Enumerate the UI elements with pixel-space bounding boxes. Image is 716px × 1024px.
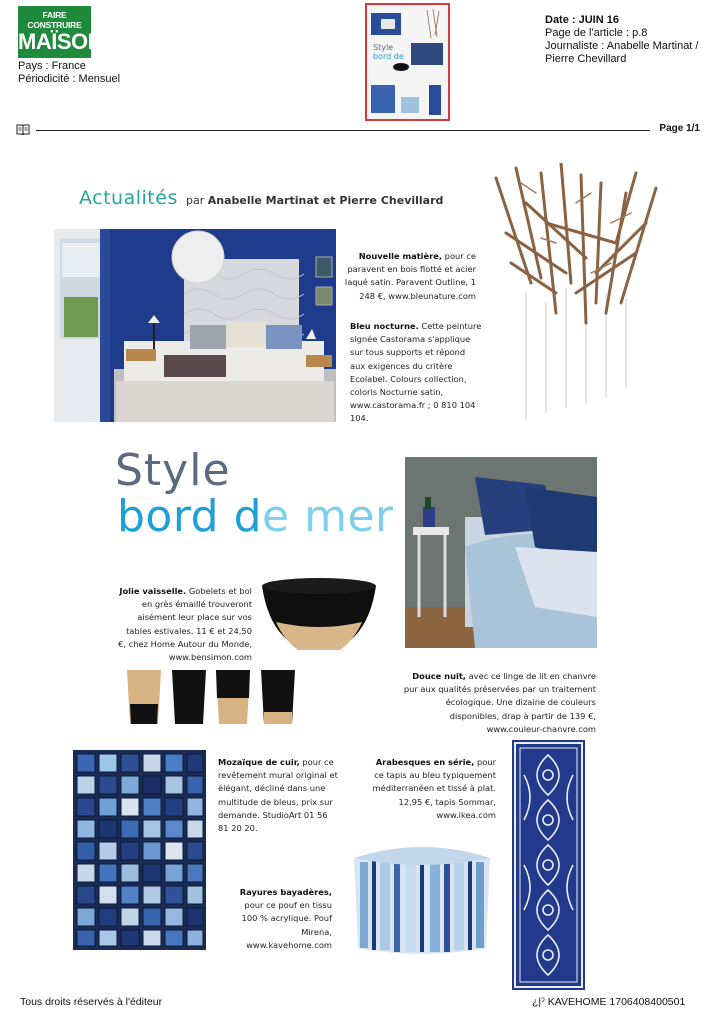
caption-rayures <box>226 886 332 952</box>
svg-text:Style: Style <box>373 43 394 52</box>
bowl-photo <box>258 576 380 656</box>
date: Date : JUIN 16 <box>545 14 619 26</box>
rule-line <box>36 130 650 131</box>
paravent-text: pour ce paravent en bois flotté et acier laqué satin. Paravent Outline, 1 248 €, www.bleunature.com <box>344 251 476 301</box>
caption-arabesques <box>366 756 496 822</box>
page-thumbnail[interactable] <box>365 3 450 121</box>
byline-names: Anabelle Martinat et Pierre Chevillard <box>207 194 444 207</box>
paravent-title: Nouvelle matière, <box>358 251 443 261</box>
footer-code <box>532 996 685 1008</box>
caption-paravent <box>342 250 476 303</box>
country: Pays : France <box>18 60 86 72</box>
rayures-text: pour ce pouf en tissu 100 % acrylique. Pouf Mirena, www.kavehome.com <box>241 900 332 950</box>
bleu-text: Cette peinture signée Castorama s'applique sur tous supports et répond aux exigences du critère Ecolabel. Colours collection, coloris Nocturne satin, www.castorama.fr ; 0 810 104 104. <box>350 321 482 424</box>
byline <box>186 194 443 207</box>
arabesque-rug-photo <box>512 740 585 990</box>
journalist: Journaliste : Anabelle Martinat / Pierre Chevillard <box>545 40 699 65</box>
vaisselle-title: Jolie vaisselle. <box>119 586 187 596</box>
article-page: Page de l'article : p.8 <box>545 27 648 39</box>
caption-mozaique <box>218 756 340 835</box>
footer-rights: Tous droits réservés à l'éditeur <box>20 996 163 1008</box>
douce-text: avec ce linge de lit en chanvre pur aux qualités préservées par un traitement écologique. Une dizaine de couleurs disponibles, drap à partir de 139 €, www.couleur-chanvre.com <box>403 671 596 734</box>
article-title-line1: Style <box>115 445 231 496</box>
title-part-a: bord d <box>117 491 263 542</box>
periodicity: Périodicité : Mensuel <box>18 73 121 85</box>
article-meta <box>545 14 705 66</box>
cups-photo <box>124 666 304 728</box>
article-title-line2 <box>117 491 394 542</box>
arabesques-title: Arabesques en série, <box>375 757 475 767</box>
magazine-logo <box>18 6 103 58</box>
book-icon <box>16 124 30 135</box>
leather-mosaic-photo <box>73 750 206 950</box>
rubric-title: Actualités <box>79 187 178 209</box>
title-part-b: e mer <box>262 491 394 542</box>
logo-line1: FAIRE CONSTRUIRE <box>27 10 82 30</box>
footer-code-text: KAVEHOME 1706408400501 <box>547 996 686 1008</box>
douce-title: Douce nuit, <box>412 671 466 681</box>
striped-pouf-photo <box>346 836 498 960</box>
bed-linen-photo <box>405 457 597 648</box>
caption-vaisselle <box>118 585 252 664</box>
driftwood-screen-photo <box>486 163 666 420</box>
mozaique-title: Mozaïque de cuir, <box>218 757 300 767</box>
publication-meta <box>18 60 120 86</box>
svg-text:bord de: bord de <box>373 52 404 61</box>
rayures-title: Rayures bayadères, <box>239 887 332 897</box>
bedroom-photo <box>54 229 336 422</box>
arabesques-text: pour ce tapis au bleu typiquement méditerranéen et tissé à plat. 12,95 €, tapis Sommar, www.ikea.com <box>372 757 496 820</box>
page-label: Page 1/1 <box>659 123 700 134</box>
logo-line2: MAÏSON <box>18 29 103 54</box>
mozaique-text: pour ce revêtement mural original et élégant, décliné dans une multitude de bleus, prix sur demande. StudioArt 01 56 81 20 20. <box>218 757 338 834</box>
byline-prefix: par <box>186 194 208 207</box>
caption-douce-nuit <box>400 670 596 736</box>
caption-bleu-nocturne <box>350 320 482 426</box>
vaisselle-text: Gobelets et bol en grès émaillé trouveront aisément leur place sur vos tables estivales. 11 € et 24,50 €, chez Home Autour du Monde, www.bensimon.com <box>118 586 252 663</box>
header-rule <box>16 123 700 137</box>
footer-mark-icon: ¿|ˀ <box>532 996 548 1008</box>
bleu-title: Bleu nocturne. <box>350 321 419 331</box>
